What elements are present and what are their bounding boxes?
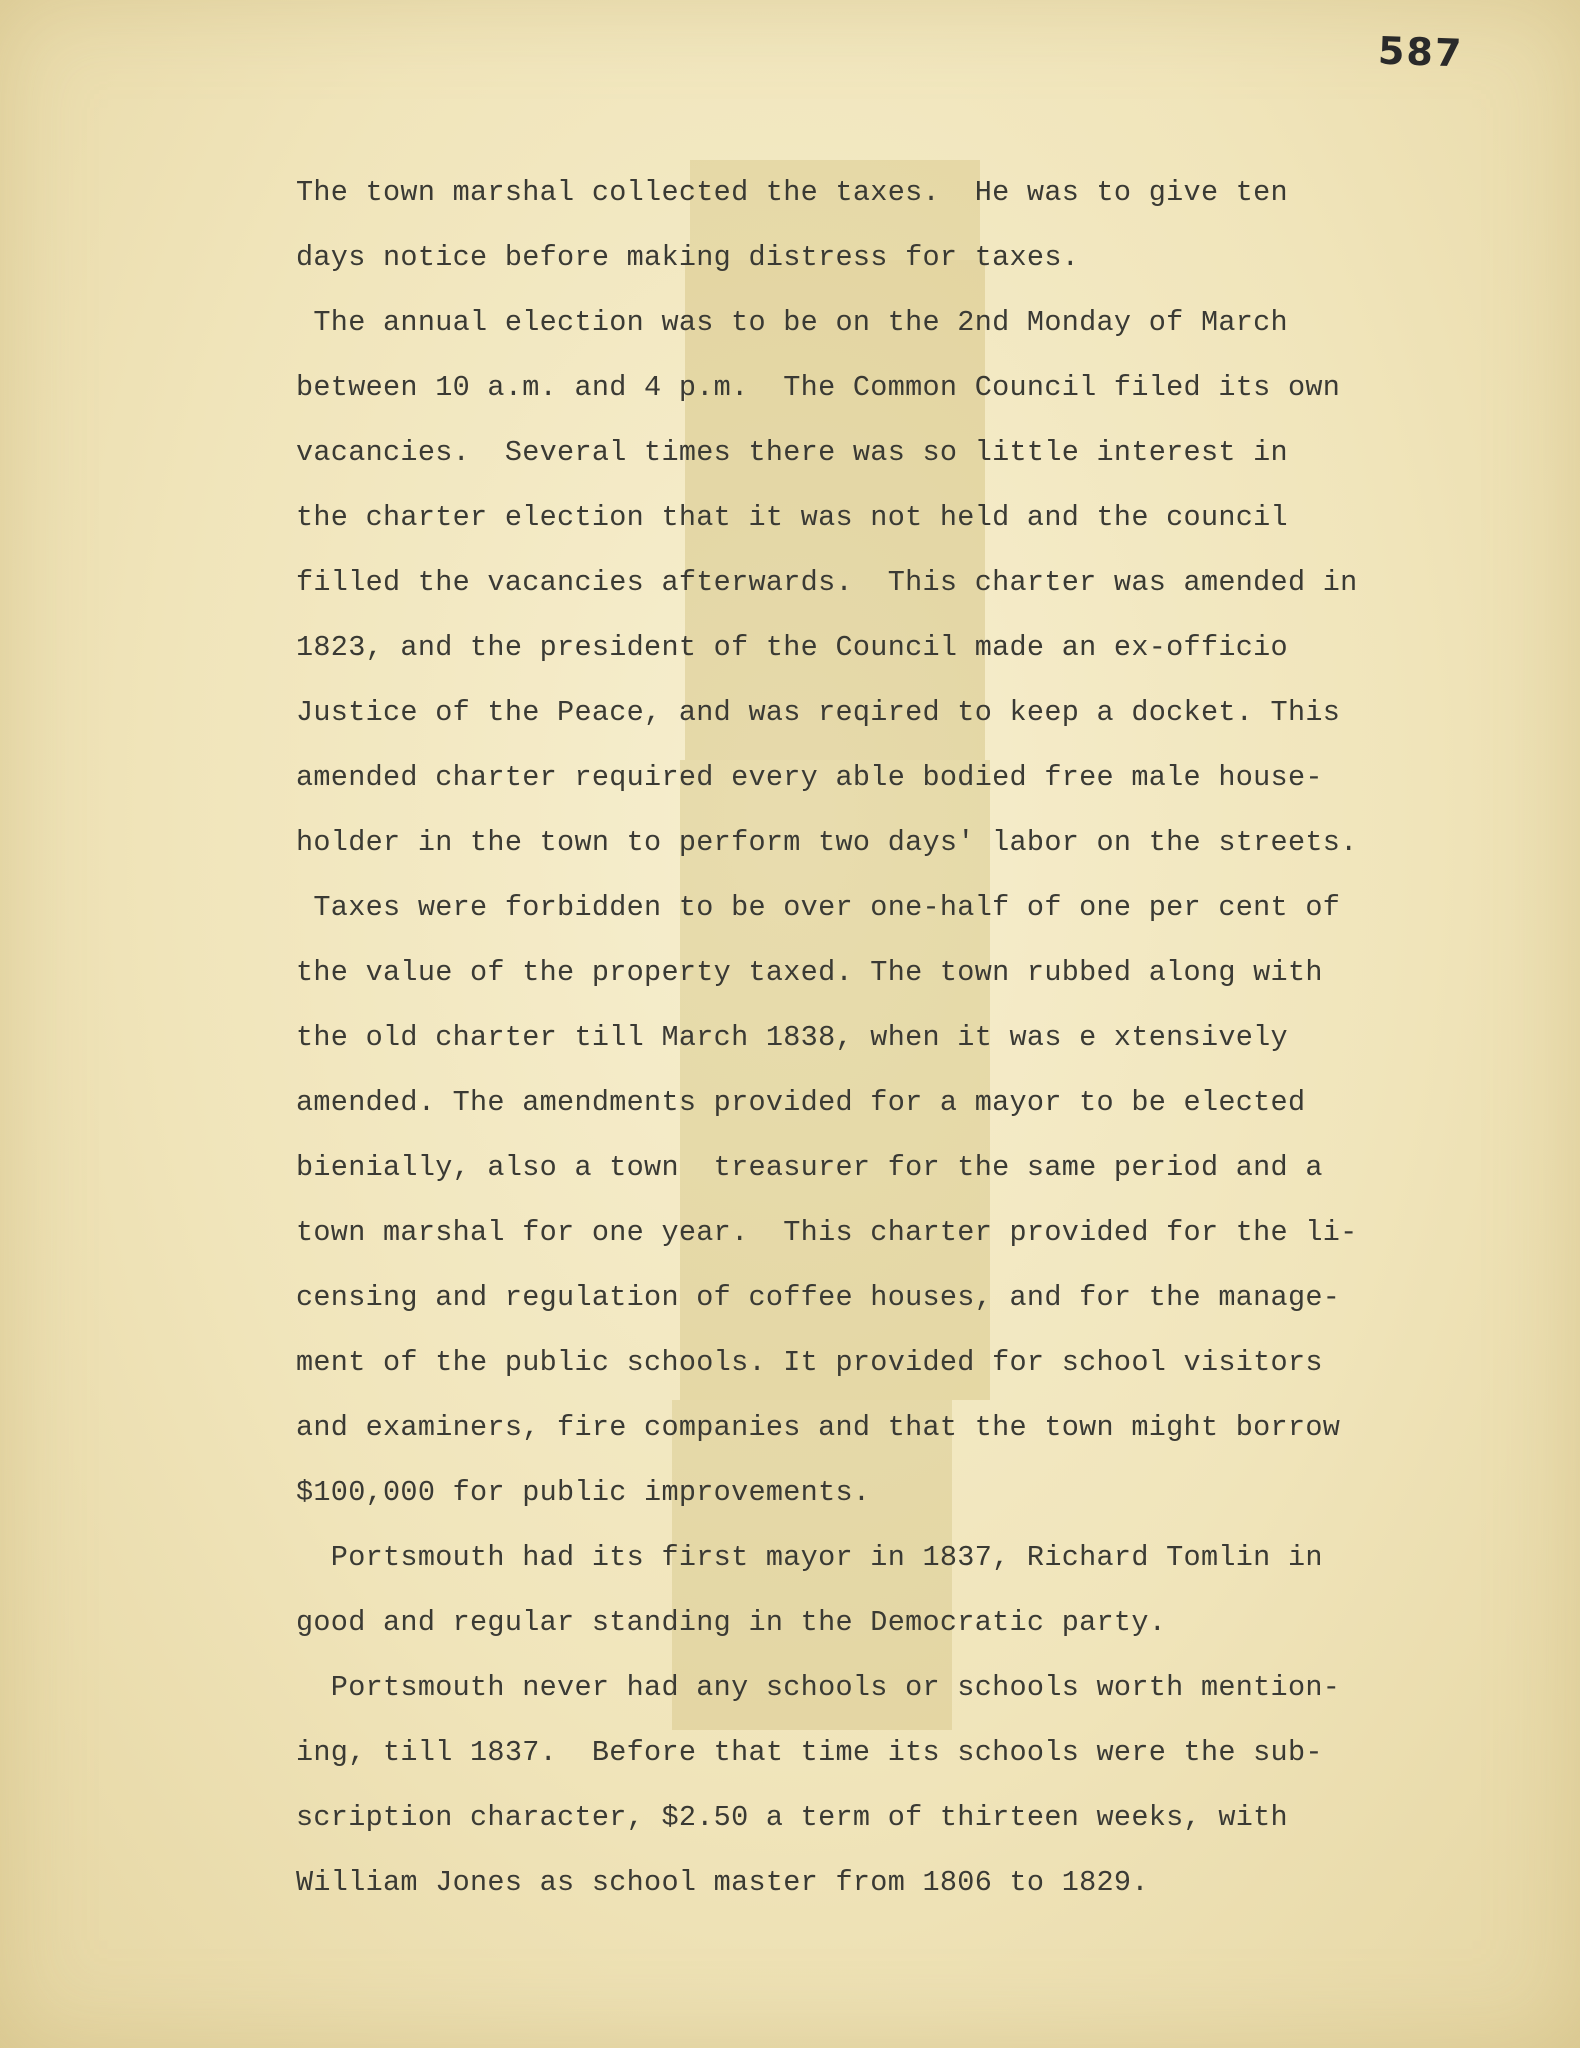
text-line-14: the old charter till March 1838, when it was e xtensively xyxy=(296,1021,1288,1054)
text-line-11: holder in the town to perform two days' labor on the streets. xyxy=(296,826,1358,859)
text-line-13: the value of the property taxed. The town rubbed along with xyxy=(296,956,1323,989)
typed-text-body xyxy=(296,160,1476,1915)
text-line-23: good and regular standing in the Democratic party. xyxy=(296,1606,1167,1639)
page-number: 587 xyxy=(1377,28,1465,76)
text-line-3: The annual election was to be on the 2nd Monday of March xyxy=(296,306,1288,339)
text-line-10: amended charter required every able bodied free male house- xyxy=(296,761,1323,794)
text-line-8: 1823, and the president of the Council made an ex-officio xyxy=(296,631,1288,664)
text-line-22: Portsmouth had its first mayor in 1837, Richard Tomlin in xyxy=(296,1541,1323,1574)
text-line-4: between 10 a.m. and 4 p.m. The Common Council filed its own xyxy=(296,371,1341,404)
text-line-1: The town marshal collected the taxes. He was to give ten xyxy=(296,176,1288,209)
text-line-5: vacancies. Several times there was so little interest in xyxy=(296,436,1288,469)
text-line-16: bienially, also a town treasurer for the same period and a xyxy=(296,1151,1323,1184)
text-line-7: filled the vacancies afterwards. This charter was amended in xyxy=(296,566,1358,599)
text-line-18: censing and regulation of coffee houses, and for the manage- xyxy=(296,1281,1341,1314)
text-line-21: $100,000 for public improvements. xyxy=(296,1476,871,1509)
text-line-24: Portsmouth never had any schools or schools worth mention- xyxy=(296,1671,1341,1704)
text-line-20: and examiners, fire companies and that the town might borrow xyxy=(296,1411,1341,1444)
text-line-25: ing, till 1837. Before that time its schools were the sub- xyxy=(296,1736,1323,1769)
text-line-12: Taxes were forbidden to be over one-half of one per cent of xyxy=(296,891,1341,924)
text-line-19: ment of the public schools. It provided for school visitors xyxy=(296,1346,1323,1379)
text-line-6: the charter election that it was not held and the council xyxy=(296,501,1288,534)
text-line-9: Justice of the Peace, and was reqired to keep a docket. This xyxy=(296,696,1341,729)
text-line-15: amended. The amendments provided for a mayor to be elected xyxy=(296,1086,1306,1119)
text-line-26: scription character, $2.50 a term of thirteen weeks, with xyxy=(296,1801,1288,1834)
text-line-2: days notice before making distress for taxes. xyxy=(296,241,1080,274)
text-line-17: town marshal for one year. This charter provided for the li- xyxy=(296,1216,1358,1249)
text-line-27: William Jones as school master from 1806 to 1829. xyxy=(296,1866,1149,1899)
